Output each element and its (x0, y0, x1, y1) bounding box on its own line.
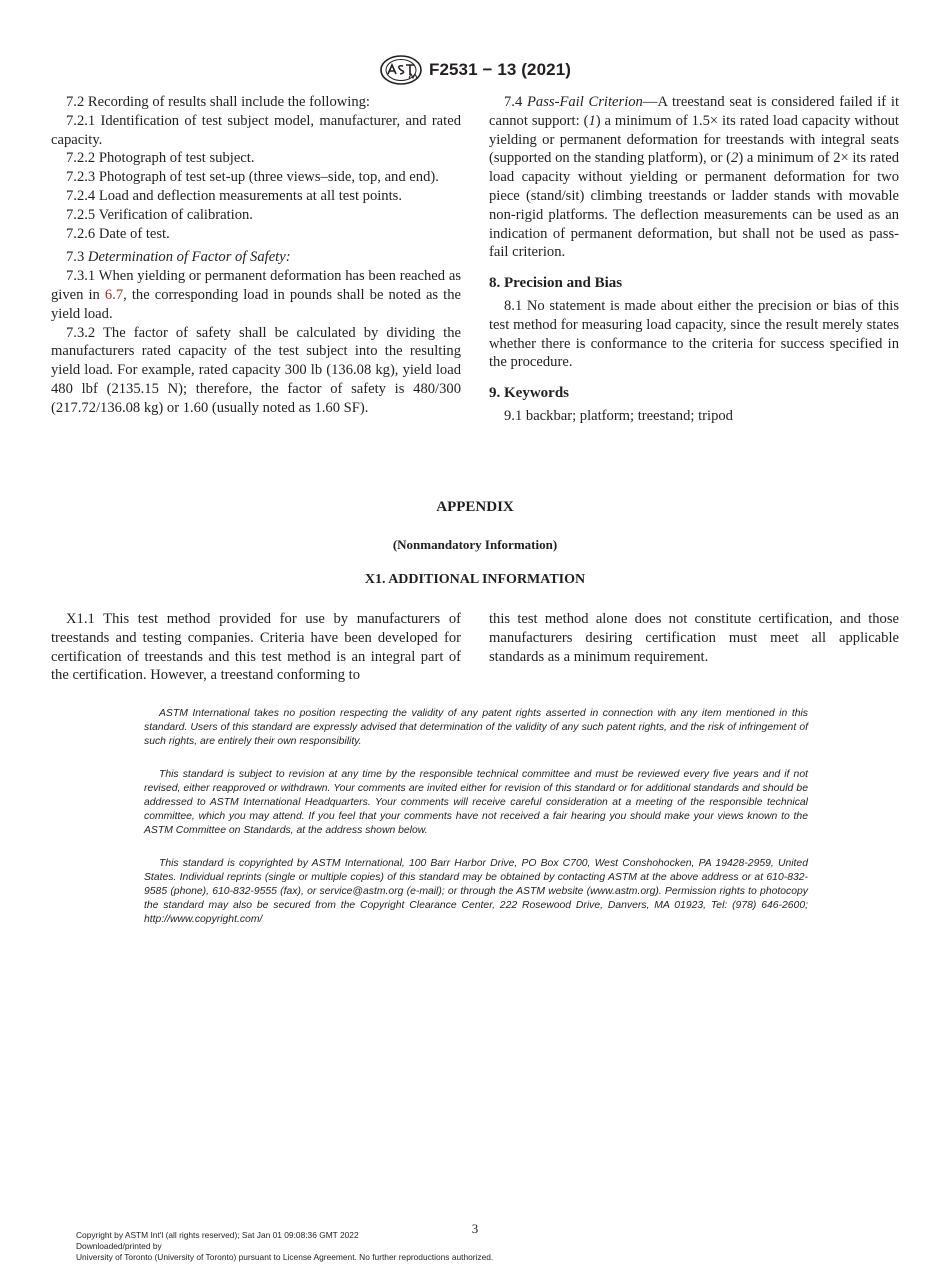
left-column (51, 93, 461, 418)
paragraph-x1-1-end: this test method alone does not constitute certification, and those manufacturers desiring certification must meet all applicable standards as a minimum requirement. (489, 611, 899, 665)
paragraph-7-4-text-c: ) a minimum of 2× its rated load capacity without yielding or permanent deformation for two piece (stand/sit) climbing treestands or ladder stands with movable non-rigid platforms. The deflection measurements can be used as an indication of permanent deformation, but shall not be used as pass-fail criterion. (489, 150, 899, 261)
paragraph-7-4-title: Pass-Fail Criterion (527, 94, 643, 110)
revision-notice-text: This standard is subject to revision at any time by the responsible technical committee and must be reviewed every five years and if not revised, either reapproved or withdrawn. Your comments are invited either for revision of this standard or for additional standards and should be addressed to ASTM International Headquarters. Your comments will receive careful consideration at a meeting of the responsible technical committee, which you may attend. If you feel that your comments have not received a fair hearing you should make your views known to the ASTM Committee on Standards, at the address shown below. (144, 769, 808, 836)
paragraph-7-3-1-text-b: , the corresponding load in pounds shall be noted as the yield load. (51, 286, 461, 322)
paragraph-7-4-number: 7.4 (504, 94, 523, 110)
section-8-heading: 8. Precision and Bias (489, 275, 623, 292)
paragraph-7-3-title: Determination of Factor of Safety: (87, 249, 291, 266)
paragraph-x1-1-start: X1.1 This test method provided for use by manufacturers of treestands and testing companies. Criteria have been developed for certification of treestands and this test method is an integral part of the certification. However, a treestand conforming to (51, 611, 461, 684)
footer-line-3: University of Toronto (University of Toronto) pursuant to License Agreement. No further reproductions authorized. (76, 1252, 494, 1262)
paragraph-7-2-1: 7.2.1 Identification of test subject model, manufacturer, and rated capacity. (51, 112, 461, 148)
patent-notice-text: ASTM International takes no position respecting the validity of any patent rights asserted in connection with any item mentioned in this standard. Users of this standard are expressly advised that determination of the validity of any such patent rights, and the risk of infringement of such rights, are entirely their own responsibility. (144, 708, 808, 747)
paragraph-7-3-1-text-a: 7.3.1 When yielding or permanent deformation has been reached as given in (51, 268, 461, 303)
page-footer (76, 1230, 493, 1263)
paragraph-7-4 (489, 93, 899, 262)
copyright-notice-text: This standard is copyrighted by ASTM International, 100 Barr Harbor Drive, PO Box C700, West Conshohocken, PA 19428-2959, United States. Individual reprints (single or multiple copies) of this standard may be obtained by contacting ASTM at the above address or at 610-832-9585 (phone), 610-832-9555 (fax), or service@astm.org (e-mail); or through the ASTM website (www.astm.org). Permission rights to photocopy the standard may also be secured from the Copyright Clearance Center, 222 Rosewood Drive, Danvers, MA 01923, Tel: (978) 646-2600; http://www.copyright.com/ (144, 858, 808, 925)
paragraph-7-4-item-2: 2 (731, 150, 739, 167)
appendix-title: APPENDIX (436, 499, 514, 515)
paragraph-7-3-2: 7.3.2 The factor of safety shall be calculated by dividing the manufacturers rated capacity of the test subject into the resulting yield load. For example, rated capacity 300 lb (136.08 kg), yield load 480 lbf (2135.15 N); therefore, the factor of safety is 480/300 (217.72/136.08 kg) or 1.60 (usually noted as 1.60 SF). (51, 324, 461, 416)
appendix-left-column (51, 610, 461, 685)
standard-designation: F2531 − 13 (2021) (428, 60, 572, 79)
footer-line-2: Downloaded/printed by (76, 1241, 162, 1251)
paragraph-7-4-item-1: 1 (588, 112, 596, 129)
astm-logo-icon (379, 54, 423, 86)
footer-line-1: Copyright by ASTM Int'l (all rights reserved); Sat Jan 01 09:08:36 GMT 2022 (76, 1230, 359, 1240)
patent-notice (144, 707, 808, 749)
cross-reference-link[interactable]: 6.7 (104, 286, 124, 303)
right-column (489, 93, 899, 426)
appendix-section-title: X1. ADDITIONAL INFORMATION (364, 572, 586, 587)
section-9-heading: 9. Keywords (489, 385, 569, 402)
paragraph-7-2-6: 7.2.6 Date of test. (66, 225, 170, 242)
paragraph-7-4-text-a: —A treestand seat is considered failed if it cannot support: ( (489, 94, 900, 129)
paragraph-7-3 (51, 248, 461, 267)
paragraph-9-1: 9.1 backbar; platform; treestand; tripod (504, 407, 733, 424)
paragraph-7-3-1 (51, 267, 461, 323)
paragraph-7-2-5: 7.2.5 Verification of calibration. (66, 206, 253, 223)
appendix-right-column (489, 610, 899, 666)
paragraph-7-4-text-b: ) a minimum of 1.5× its rated load capacity without yielding or permanent deformation for treestands with integral seats (supported on the standing platform), or ( (489, 112, 899, 167)
paragraph-7-2-3: 7.2.3 Photograph of test set-up (three views–side, top, and end). (66, 169, 439, 186)
paragraph-8-1: 8.1 No statement is made about either the precision or bias of this test method for measuring load capacity, since the result merely states whether there is conformance to the criteria for success specified in the procedure. (489, 297, 899, 371)
revision-notice (144, 768, 808, 838)
page-number: 3 (471, 1221, 479, 1236)
copyright-notice (144, 857, 808, 927)
appendix-subtitle: (Nonmandatory Information) (392, 537, 558, 552)
paragraph-7-2-4: 7.2.4 Load and deflection measurements at all test points. (66, 187, 402, 204)
paragraph-7-2-2: 7.2.2 Photograph of test subject. (66, 150, 255, 167)
paragraph-7-2: 7.2 Recording of results shall include the following: (66, 94, 370, 110)
page-header (0, 54, 950, 86)
paragraph-7-3-number: 7.3 (66, 249, 85, 266)
